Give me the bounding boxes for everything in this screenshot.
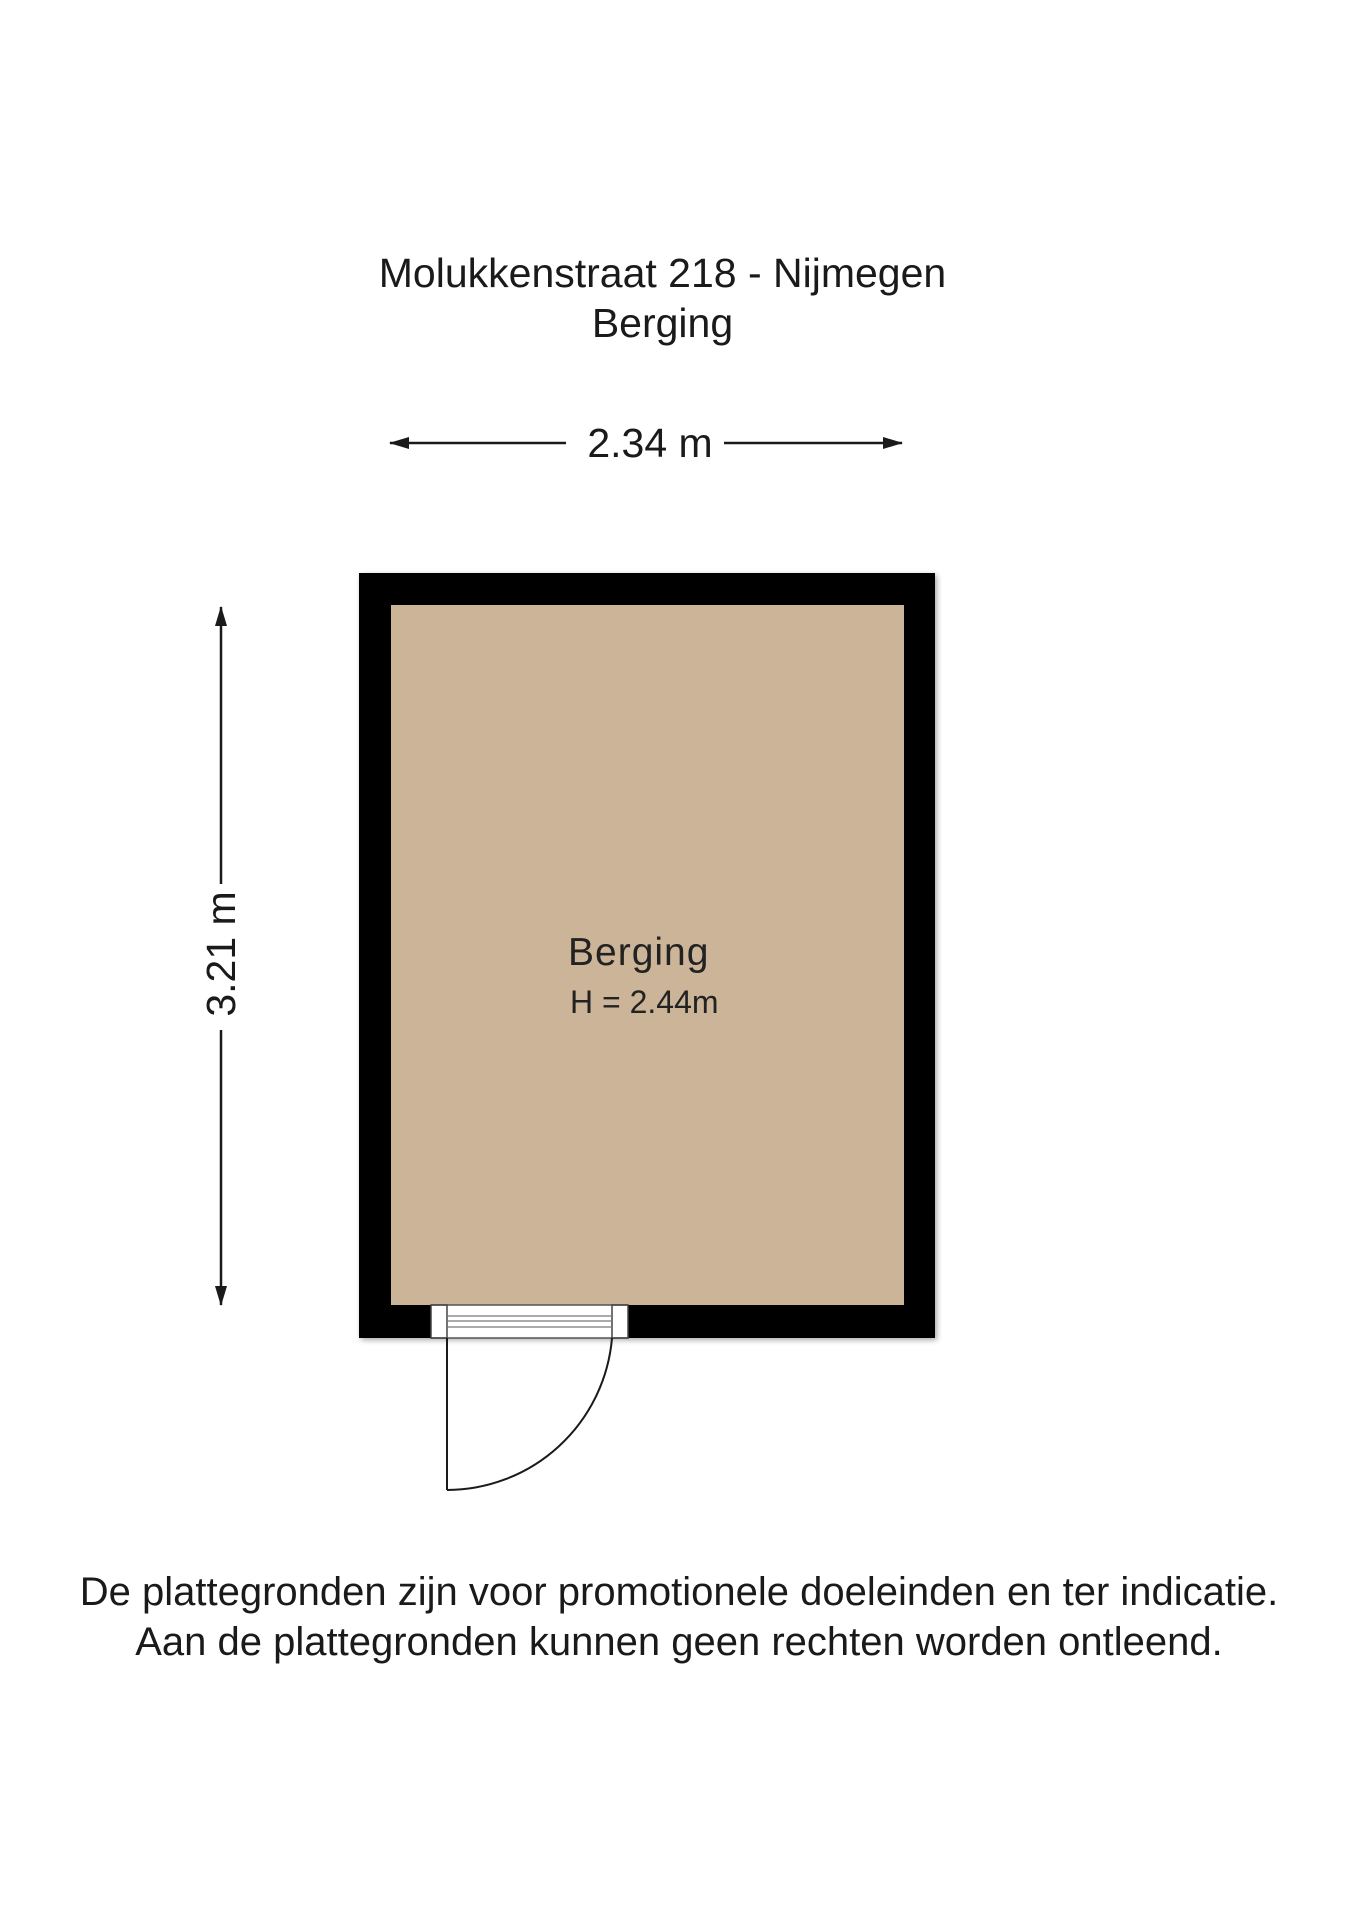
disclaimer-line-1: De plattegronden zijn voor promotionele doeleinden en ter indicatie.	[79, 1570, 1279, 1614]
depth-dimension-label: 3.21 m	[198, 891, 244, 1017]
plan-floor-name: Berging	[591, 300, 734, 346]
door-opening	[431, 1305, 628, 1338]
plan-address: Molukkenstraat 218 - Nijmegen	[378, 250, 947, 296]
room-height-label: H = 2.44m	[570, 984, 719, 1020]
width-dimension-label: 2.34 m	[587, 420, 713, 466]
door-swing	[447, 1338, 612, 1490]
room-name-label: Berging	[568, 931, 710, 974]
disclaimer-line-2: Aan de plattegronden kunnen geen rechten worden ontleend.	[135, 1620, 1223, 1664]
disclaimer-text	[0, 1567, 1358, 1667]
